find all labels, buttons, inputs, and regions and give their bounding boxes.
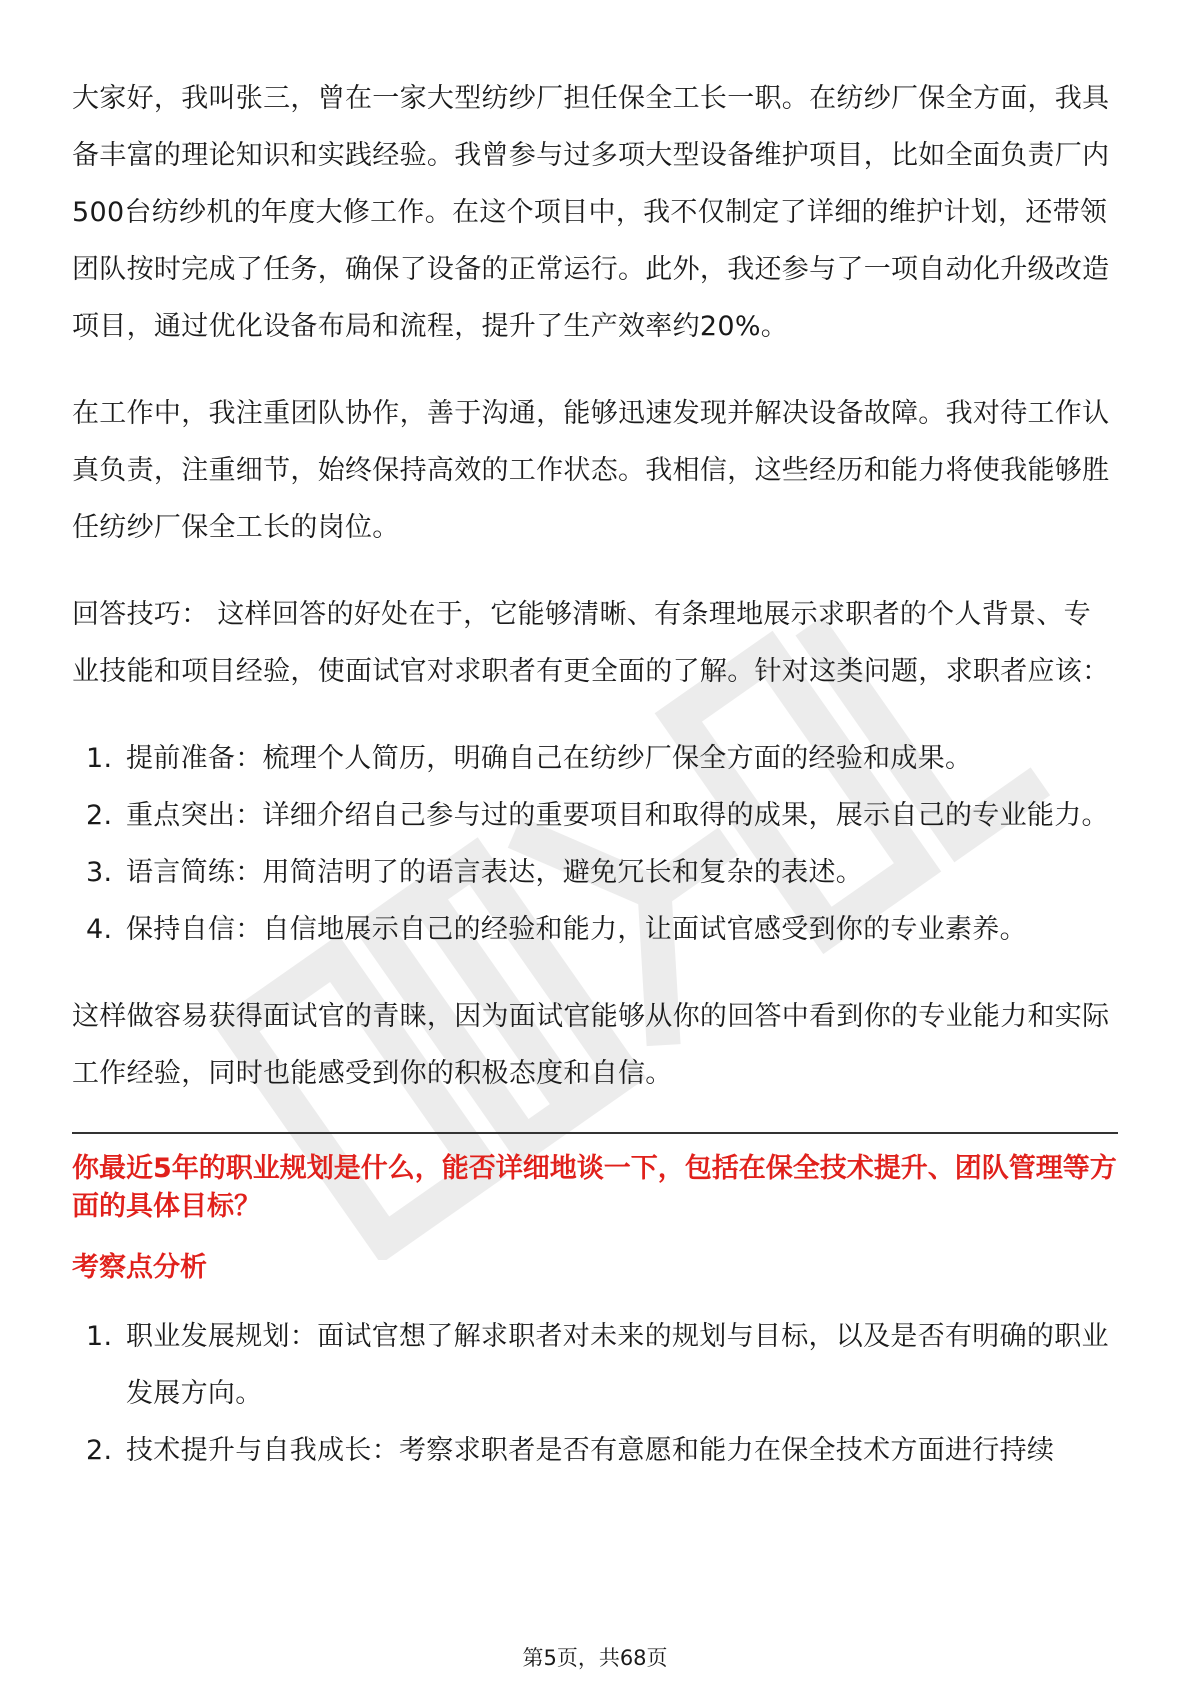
list-item [72, 1308, 1118, 1422]
list-number: 4. [86, 914, 113, 945]
interview-question: 你最近5年的职业规划是什么，能否详细地谈一下，包括在保全技术提升、团队管理等方面的具体目标？ [72, 1153, 1117, 1222]
tips-list [72, 730, 1118, 958]
section-divider [72, 1132, 1118, 1134]
list-item-text: 语言简练：用简洁明了的语言表达，避免冗长和复杂的表述。 [126, 857, 864, 888]
closing-paragraph: 这样做容易获得面试官的青睐，因为面试官能够从你的回答中看到你的专业能力和实际工作经验，同时也能感受到你的积极态度和自信。 [72, 1001, 1110, 1089]
list-number: 2. [86, 1435, 113, 1466]
answer-tips-paragraph: 回答技巧： 这样回答的好处在于，它能够清晰、有条理地展示求职者的个人背景、专业技能和项目经验，使面试官对求职者有更全面的了解。针对这类问题，求职者应该： [72, 599, 1110, 687]
list-number: 2. [86, 800, 113, 831]
analysis-list [72, 1308, 1118, 1479]
document-page [72, 70, 1118, 1509]
list-item [72, 730, 1118, 787]
intro-paragraph-1: 大家好，我叫张三，曾在一家大型纺纱厂担任保全工长一职。在纺纱厂保全方面，我具备丰富的理论知识和实践经验。我曾参与过多项大型设备维护项目，比如全面负责厂内500台纺纱机的年度大修工作。在这个项目中，我不仅制定了详细的维护计划，还带领团队按时完成了任务，确保了设备的正常运行。此外，我还参与了一项自动化升级改造项目，通过优化设备布局和流程，提升了生产效率约20%。 [72, 83, 1110, 342]
list-item-text: 保持自信：自信地展示自己的经验和能力，让面试官感受到你的专业素养。 [126, 914, 1027, 945]
list-number: 1. [86, 1321, 113, 1352]
page-footer: 第5页，共68页 [522, 1646, 668, 1670]
list-item-text: 职业发展规划：面试官想了解求职者对未来的规划与目标，以及是否有明确的职业发展方向。 [126, 1321, 1109, 1409]
list-number: 1. [86, 743, 113, 774]
list-item [72, 787, 1118, 844]
analysis-heading: 考察点分析 [72, 1252, 207, 1283]
list-item-text: 技术提升与自我成长：考察求职者是否有意愿和能力在保全技术方面进行持续 [126, 1435, 1055, 1466]
list-number: 3. [86, 857, 113, 888]
list-item [72, 1422, 1118, 1479]
intro-paragraph-2: 在工作中，我注重团队协作，善于沟通，能够迅速发现并解决设备故障。我对待工作认真负责，注重细节，始终保持高效的工作状态。我相信，这些经历和能力将使我能够胜任纺纱厂保全工长的岗位。 [72, 398, 1110, 543]
list-item-text: 提前准备：梳理个人简历，明确自己在纺纱厂保全方面的经验和成果。 [126, 743, 973, 774]
list-item [72, 901, 1118, 958]
list-item-text: 重点突出：详细介绍自己参与过的重要项目和取得的成果，展示自己的专业能力。 [126, 800, 1109, 831]
list-item [72, 844, 1118, 901]
